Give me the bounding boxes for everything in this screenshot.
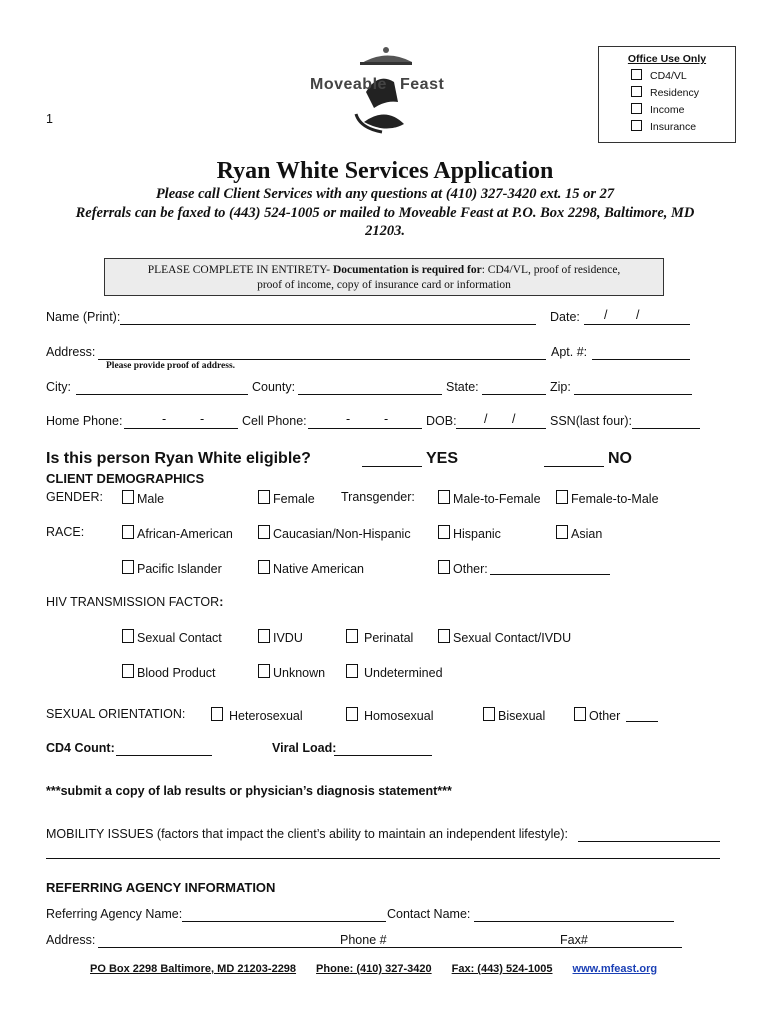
checkbox-icon[interactable] <box>122 629 134 643</box>
eligible-question: Is this person Ryan White eligible? <box>46 450 311 467</box>
checkbox-icon[interactable] <box>438 525 450 539</box>
checkbox-icon[interactable] <box>438 490 450 504</box>
agency-name-label: Referring Agency Name: <box>46 907 183 921</box>
cell-phone-label: Cell Phone: <box>242 414 307 428</box>
home-phone-input[interactable] <box>124 416 238 429</box>
footer-website-link[interactable]: www.mfeast.org <box>572 963 658 975</box>
office-item-income[interactable]: Income <box>631 103 735 116</box>
checkbox-icon[interactable] <box>258 525 270 539</box>
orientation-other[interactable]: Other <box>574 707 620 723</box>
contact-name-label: Contact Name: <box>387 907 471 921</box>
checkbox-icon[interactable] <box>258 629 270 643</box>
referring-heading: REFERRING AGENCY INFORMATION <box>46 880 276 895</box>
contact-name-input[interactable] <box>474 909 674 922</box>
agency-name-input[interactable] <box>182 909 386 922</box>
gender-male[interactable]: Male <box>122 490 164 506</box>
transgender-label: Transgender: <box>341 490 415 504</box>
footer-fax: Fax: (443) 524-1005 <box>451 963 553 975</box>
ssn-label: SSN(last four): <box>550 414 632 428</box>
zip-input[interactable] <box>574 382 692 395</box>
hiv-unknown[interactable]: Unknown <box>258 664 325 680</box>
gender-ftm[interactable]: Female-to-Male <box>556 490 659 506</box>
footer-address: PO Box 2298 Baltimore, MD 21203-2298 <box>90 963 297 975</box>
apt-label: Apt. #: <box>551 345 588 359</box>
moveable-feast-logo <box>308 42 445 137</box>
hiv-ivdu[interactable]: IVDU <box>258 629 303 645</box>
checkbox-icon[interactable] <box>631 103 642 114</box>
hiv-perinatal[interactable]: Perinatal <box>346 629 413 645</box>
demographics-heading: CLIENT DEMOGRAPHICS <box>46 471 205 486</box>
address-label: Address: <box>46 345 96 359</box>
gender-label: GENDER: <box>46 490 103 504</box>
checkbox-icon[interactable] <box>574 707 586 721</box>
orientation-hetero[interactable]: Heterosexual <box>211 707 303 723</box>
checkbox-icon[interactable] <box>122 490 134 504</box>
address-note: Please provide proof of address. <box>106 361 239 371</box>
gender-female[interactable]: Female <box>258 490 315 506</box>
home-phone-label: Home Phone: <box>46 414 123 428</box>
logo-text-left: Moveable <box>310 76 387 93</box>
office-use-box <box>598 46 736 143</box>
eligible-no-input[interactable] <box>544 454 604 467</box>
eligible-yes-input[interactable] <box>362 454 422 467</box>
checkbox-icon[interactable] <box>346 664 358 678</box>
checkbox-icon[interactable] <box>438 560 450 574</box>
footer-phone: Phone: (410) 327-3420 <box>316 963 432 975</box>
county-input[interactable] <box>298 382 442 395</box>
orientation-label: SEXUAL ORIENTATION: <box>46 707 186 721</box>
race-native-american[interactable]: Native American <box>258 560 364 576</box>
race-other-input[interactable] <box>490 562 610 575</box>
page-title: Ryan White Services Application <box>216 158 554 184</box>
mobility-input[interactable] <box>578 829 720 842</box>
checkbox-icon[interactable] <box>346 629 358 643</box>
lab-results-note: ***submit a copy of lab results or physician’s diagnosis statement*** <box>46 784 452 798</box>
checkbox-icon[interactable] <box>258 490 270 504</box>
city-input[interactable] <box>76 382 248 395</box>
mobility-label: MOBILITY ISSUES (factors that impact the client’s ability to maintain an independent lifestyle): <box>46 827 569 841</box>
checkbox-icon[interactable] <box>556 525 568 539</box>
hiv-sexual-contact[interactable]: Sexual Contact <box>122 629 222 645</box>
checkbox-icon[interactable] <box>631 86 642 97</box>
dob-input[interactable] <box>456 416 546 429</box>
documentation-notice: PLEASE COMPLETE IN ENTIRETY- Documentation is required for: CD4/VL, proof of residence, proof of income, copy of insurance card or information <box>104 258 664 296</box>
checkbox-icon[interactable] <box>122 525 134 539</box>
office-item-insurance[interactable]: Insurance <box>631 120 735 133</box>
race-caucasian[interactable]: Caucasian/Non-Hispanic <box>258 525 411 541</box>
subtitle-referrals: Referrals can be faxed to (443) 524-1005 or mailed to Moveable Feast at P.O. Box 2298, Baltimore, MD <box>75 205 695 221</box>
date-label: Date: <box>550 310 580 324</box>
checkbox-icon[interactable] <box>258 664 270 678</box>
footer <box>90 963 657 975</box>
logo-text-right: Feast <box>400 76 445 93</box>
checkbox-icon[interactable] <box>122 560 134 574</box>
office-use-title: Office Use Only <box>627 53 707 65</box>
office-item-cd4vl[interactable]: CD4/VL <box>631 69 735 82</box>
page-number: 1 <box>46 112 53 126</box>
race-hispanic[interactable]: Hispanic <box>438 525 501 541</box>
checkbox-icon[interactable] <box>211 707 223 721</box>
hiv-sexual-contact-ivdu[interactable]: Sexual Contact/IVDU <box>438 629 571 645</box>
agency-fax-label: Fax# <box>560 933 588 947</box>
name-label: Name (Print): <box>46 310 121 324</box>
cd4-input[interactable] <box>116 743 212 756</box>
gender-mtf[interactable]: Male-to-Female <box>438 490 541 506</box>
checkbox-icon[interactable] <box>122 664 134 678</box>
agency-address-label: Address: <box>46 933 96 947</box>
race-pacific-islander[interactable]: Pacific Islander <box>122 560 222 576</box>
race-african-american[interactable]: African-American <box>122 525 233 541</box>
checkbox-icon[interactable] <box>346 707 358 721</box>
orientation-bi[interactable]: Bisexual <box>483 707 545 723</box>
zip-label: Zip: <box>550 380 571 394</box>
hiv-undetermined[interactable]: Undetermined <box>346 664 443 680</box>
eligible-yes-label: YES <box>426 450 459 467</box>
orientation-homo[interactable]: Homosexual <box>346 707 433 723</box>
cd4-label: CD4 Count: <box>46 741 115 755</box>
checkbox-icon[interactable] <box>483 707 495 721</box>
cell-phone-input[interactable] <box>308 416 422 429</box>
apt-input[interactable] <box>592 347 690 360</box>
address-input[interactable] <box>98 347 546 360</box>
mobility-input-line2[interactable] <box>46 846 720 859</box>
dob-label: DOB: <box>426 414 457 428</box>
subtitle-phone: Please call Client Services with any questions at (410) 327-3420 ext. 15 or 27 <box>155 186 615 202</box>
hiv-blood-product[interactable]: Blood Product <box>122 664 216 680</box>
race-label: RACE: <box>46 525 85 539</box>
checkbox-icon[interactable] <box>631 120 642 131</box>
checkbox-icon[interactable] <box>556 490 568 504</box>
state-label: State: <box>446 380 479 394</box>
agency-phone-label: Phone # <box>340 933 387 947</box>
ssn-input[interactable] <box>632 416 700 429</box>
agency-address-input[interactable] <box>98 935 682 948</box>
viral-load-label: Viral Load: <box>272 741 337 755</box>
orientation-other-input[interactable] <box>626 709 658 722</box>
subtitle-zip: 21203. <box>365 223 405 239</box>
checkbox-icon[interactable] <box>258 560 270 574</box>
state-input[interactable] <box>482 382 546 395</box>
race-other[interactable]: Other: <box>438 560 488 576</box>
checkbox-icon[interactable] <box>631 69 642 80</box>
checkbox-icon[interactable] <box>438 629 450 643</box>
county-label: County: <box>252 380 296 394</box>
office-item-residency[interactable]: Residency <box>631 86 735 99</box>
hiv-label: HIV TRANSMISSION FACTOR: <box>46 595 224 609</box>
eligible-no-label: NO <box>608 450 632 467</box>
name-input[interactable] <box>120 312 536 325</box>
viral-load-input[interactable] <box>334 743 432 756</box>
city-label: City: <box>46 380 71 394</box>
race-asian[interactable]: Asian <box>556 525 602 541</box>
